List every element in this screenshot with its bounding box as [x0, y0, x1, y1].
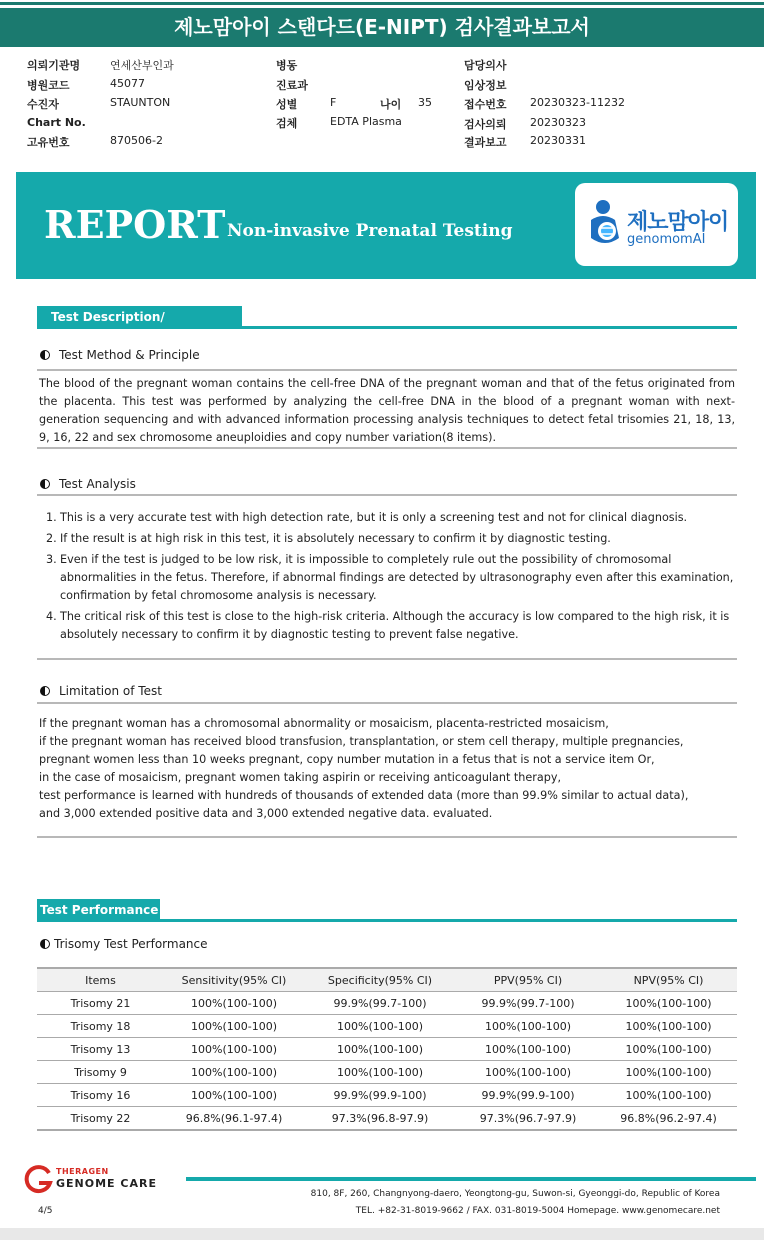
banner-title: REPORT — [44, 202, 226, 247]
table-row — [37, 1038, 737, 1061]
table-cell: Trisomy 13 — [37, 1038, 164, 1061]
analysis-list — [39, 509, 735, 647]
table-row — [37, 1084, 737, 1107]
logo-bottom-text: GENOME CARE — [56, 1177, 157, 1190]
table-cell: 100%(100-100) — [600, 1015, 737, 1038]
list-text: Even if the test is judged to be low risk, it is impossible to completely rule out the possibility of chromosomal abnormalities in the fetus. Therefore, if abnormal findings are detected by ultrasonography even after this examination, confirmation by fetal chromosome analysis is necessary. — [60, 553, 734, 602]
table-cell: 99.9%(99.9-100) — [304, 1084, 456, 1107]
theragen-g-icon — [24, 1165, 54, 1195]
half-circle-icon — [40, 686, 50, 696]
label-institution: 의뢰기관명 — [27, 59, 81, 72]
logo-korean: 제노맘아이 — [627, 210, 729, 235]
value-result-report: 20230331 — [530, 134, 586, 147]
divider — [37, 369, 737, 371]
list-number: 2. — [46, 532, 57, 545]
label-chart-no: Chart No. — [27, 116, 86, 129]
page-number: 4/5 — [38, 1206, 53, 1216]
value-receipt-no: 20230323-11232 — [530, 96, 625, 109]
value-unique-no: 870506-2 — [110, 134, 163, 147]
table-cell: 100%(100-100) — [456, 1015, 600, 1038]
table-cell: 99.9%(99.9-100) — [456, 1084, 600, 1107]
value-specimen: EDTA Plasma — [330, 115, 402, 128]
mother-baby-icon — [585, 198, 625, 252]
divider — [37, 658, 737, 660]
table-cell: 100%(100-100) — [304, 1038, 456, 1061]
limitation-line: and 3,000 extended positive data and 3,000 extended negative data. evaluated. — [39, 807, 493, 820]
limitation-line: pregnant women less than 10 weeks pregnant, copy number mutation in a fetus that is not a service item Or, — [39, 753, 655, 766]
column-header: Sensitivity(95% CI) — [164, 968, 304, 992]
table-cell: 100%(100-100) — [304, 1015, 456, 1038]
list-number: 4. — [46, 610, 57, 623]
label-doctor: 담당의사 — [464, 59, 507, 72]
label-department: 진료과 — [276, 79, 308, 92]
footer-contact: TEL. +82-31-8019-9662 / FAX. 031-8019-5004 Homepage. www.genomecare.net — [355, 1206, 720, 1216]
label-gender: 성별 — [276, 98, 298, 111]
half-circle-icon — [40, 939, 50, 949]
table-cell: Trisomy 18 — [37, 1015, 164, 1038]
table-cell: 100%(100-100) — [164, 992, 304, 1015]
analysis-heading — [40, 477, 136, 491]
label-hospital-code: 병원코드 — [27, 79, 70, 92]
limitation-line: if the pregnant woman has received blood transfusion, transplantation, or stem cell therapy, multiple pregnancies, — [39, 735, 684, 748]
table-cell: 100%(100-100) — [164, 1061, 304, 1084]
list-text: If the result is at high risk in this test, it is absolutely necessary to confirm it by diagnostic testing. — [60, 532, 611, 545]
half-circle-icon — [40, 350, 50, 360]
table-cell: 99.9%(99.7-100) — [304, 992, 456, 1015]
section-heading-description: Test Description/ Interpretation — [37, 306, 242, 328]
list-item — [39, 509, 735, 527]
footer-rule — [186, 1177, 756, 1181]
divider — [37, 447, 737, 449]
method-title: Test Method & Principle — [59, 348, 200, 362]
limitation-text — [39, 715, 735, 823]
label-receipt-no: 접수번호 — [464, 98, 507, 111]
performance-subheading — [40, 937, 208, 951]
table-cell: 96.8%(96.1-97.4) — [164, 1107, 304, 1131]
limitation-line: in the case of mosaicism, pregnant women taking aspirin or receiving anticoagulant therapy, — [39, 771, 562, 784]
list-text: The critical risk of this test is close to the high-risk criteria. Although the accuracy is low compared to the high risk, it is absolutely necessary to confirm it by diagnostic testing to prevent false negative. — [60, 610, 730, 641]
value-test-request: 20230323 — [530, 116, 586, 129]
value-gender: F — [330, 96, 337, 109]
table-cell: 100%(100-100) — [304, 1061, 456, 1084]
theragen-logo — [24, 1165, 174, 1195]
analysis-title: Test Analysis — [59, 477, 136, 491]
column-header: PPV(95% CI) — [456, 968, 600, 992]
table-row — [37, 992, 737, 1015]
list-number: 1. — [46, 511, 57, 524]
list-number: 3. — [46, 553, 57, 566]
patient-info — [0, 0, 764, 160]
table-cell: Trisomy 22 — [37, 1107, 164, 1131]
table-cell: 100%(100-100) — [600, 1084, 737, 1107]
table-cell: 100%(100-100) — [164, 1038, 304, 1061]
label-test-request: 검사의뢰 — [464, 118, 507, 131]
value-hospital-code: 45077 — [110, 77, 145, 90]
table-cell: Trisomy 21 — [37, 992, 164, 1015]
label-ward: 병동 — [276, 59, 298, 72]
footer-address: 810, 8F, 260, Changnyong-daero, Yeongtong-gu, Suwon-si, Gyeonggi-do, Republic of Korea — [310, 1189, 720, 1199]
limitation-heading — [40, 684, 162, 698]
divider — [37, 836, 737, 838]
section-rule — [37, 919, 737, 922]
table-cell: 97.3%(96.8-97.9) — [304, 1107, 456, 1131]
label-age: 나이 — [380, 98, 402, 111]
report-banner — [16, 172, 756, 279]
genomom-logo — [575, 183, 738, 266]
column-header: Items — [37, 968, 164, 992]
table-cell: Trisomy 9 — [37, 1061, 164, 1084]
half-circle-icon — [40, 479, 50, 489]
table-cell: 100%(100-100) — [164, 1015, 304, 1038]
label-unique-no: 고유번호 — [27, 136, 70, 149]
table-cell: 100%(100-100) — [600, 992, 737, 1015]
limitation-line: If the pregnant woman has a chromosomal abnormality or mosaicism, placenta-restricted mosaicism, — [39, 717, 609, 730]
section-heading-performance: Test Performance — [37, 899, 160, 921]
divider — [37, 702, 737, 704]
logo-top-text: THERAGEN — [56, 1167, 109, 1176]
table-cell: 100%(100-100) — [456, 1061, 600, 1084]
value-recipient: STAUNTON — [110, 96, 171, 109]
logo-english: genomomAI — [627, 232, 706, 247]
table-cell: 100%(100-100) — [600, 1038, 737, 1061]
value-institution: 연세산부인과 — [110, 59, 174, 72]
column-header: Specificity(95% CI) — [304, 968, 456, 992]
banner-subtitle: Non-invasive Prenatal Testing — [227, 221, 513, 241]
table-row — [37, 1107, 737, 1131]
table-row — [37, 1061, 737, 1084]
label-recipient: 수진자 — [27, 98, 59, 111]
method-text: The blood of the pregnant woman contains the cell-free DNA of the pregnant woman and that of the fetus originated from the placenta. This test was performed by analyzing the cell-free DNA in the blood of a pregnant woman with next-generation sequencing and with advanced information processing analysis techniques to detect fetal trisomies 21, 18, 13, 9, 16, 22 and sex chromosome aneuploidies and copy number variation(8 items). — [39, 377, 735, 444]
list-item — [39, 608, 735, 644]
limitation-line: test performance is learned with hundreds of thousands of extended data (more than 99.9% similar to actual data), — [39, 789, 689, 802]
label-specimen: 검체 — [276, 117, 298, 130]
column-header: NPV(95% CI) — [600, 968, 737, 992]
divider — [37, 494, 737, 496]
table-header-row — [37, 968, 737, 992]
list-text: This is a very accurate test with high detection rate, but it is only a screening test and not for clinical diagnosis. — [60, 511, 688, 524]
table-cell: 100%(100-100) — [456, 1038, 600, 1061]
label-result-report: 결과보고 — [464, 136, 507, 149]
table-cell: 100%(100-100) — [600, 1061, 737, 1084]
value-age: 35 — [418, 96, 432, 109]
label-clinical-info: 임상정보 — [464, 79, 507, 92]
method-heading — [40, 348, 200, 362]
section-rule — [37, 326, 737, 329]
bottom-band — [0, 1228, 764, 1240]
list-item — [39, 551, 735, 605]
performance-subtitle: Trisomy Test Performance — [54, 937, 208, 951]
table-cell: Trisomy 16 — [37, 1084, 164, 1107]
performance-table — [37, 967, 737, 1131]
report-title: 제노맘아이 스탠다드(E-NIPT) 검사결과보고서 — [0, 8, 764, 47]
table-cell: 99.9%(99.7-100) — [456, 992, 600, 1015]
table-row — [37, 1015, 737, 1038]
table-cell: 96.8%(96.2-97.4) — [600, 1107, 737, 1131]
limitation-title: Limitation of Test — [59, 684, 162, 698]
table-cell: 100%(100-100) — [164, 1084, 304, 1107]
list-item — [39, 530, 735, 548]
table-cell: 97.3%(96.7-97.9) — [456, 1107, 600, 1131]
